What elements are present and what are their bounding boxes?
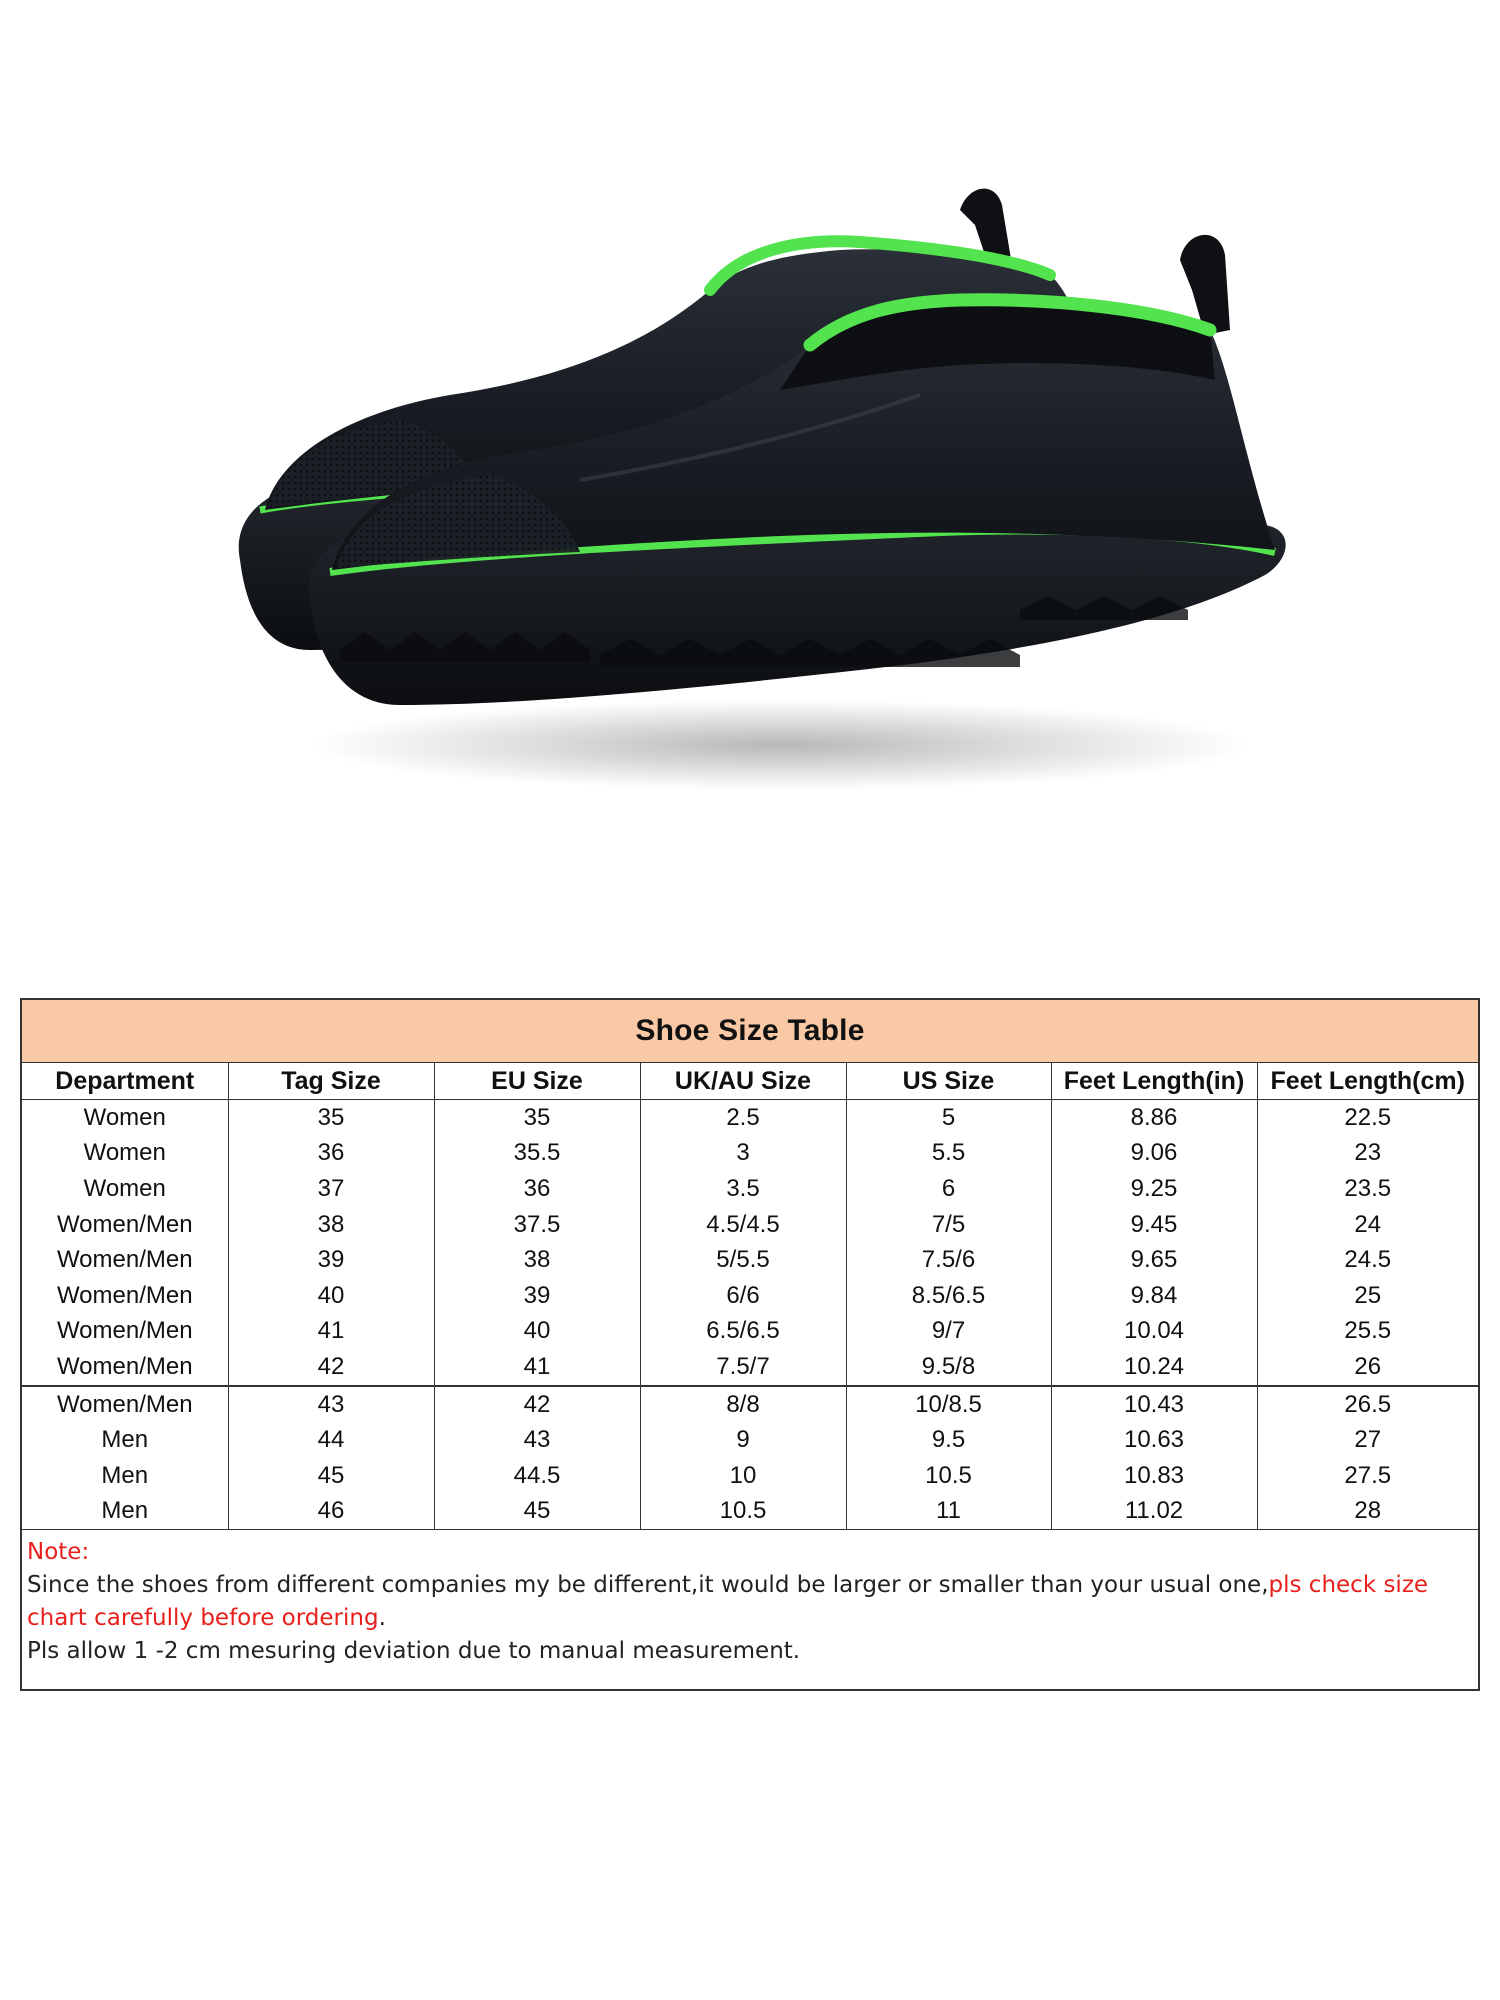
note-line-1	[27, 1569, 1470, 1635]
table-cell: 9.45	[1051, 1207, 1257, 1243]
table-row	[22, 1386, 1478, 1423]
table-cell: 8.86	[1051, 1100, 1257, 1136]
table-cell: 41	[228, 1314, 434, 1350]
table-cell: 9.5/8	[846, 1349, 1051, 1386]
table-cell: 3	[640, 1136, 846, 1172]
note-line-1-text: Since the shoes from different companies my be different,it would be larger or smaller than your usual one,	[27, 1572, 1269, 1599]
table-cell: 10.83	[1051, 1458, 1257, 1494]
table-cell: 26	[1354, 1352, 1382, 1380]
table-cell: 25.5	[1344, 1317, 1392, 1345]
table-cell: 11	[846, 1494, 1051, 1530]
notes-section	[22, 1529, 1478, 1668]
slip-on-rubber-shoes-image	[220, 180, 1300, 800]
table-row	[22, 1278, 1478, 1314]
table-cell: 5	[846, 1100, 1051, 1136]
table-cell: 46	[228, 1494, 434, 1530]
table-cell: 7.5/7	[640, 1349, 846, 1386]
table-cell: 10	[640, 1458, 846, 1494]
table-cell: 38	[434, 1242, 640, 1278]
table-cell: Men	[22, 1494, 228, 1530]
table-cell: Women/Men	[22, 1278, 228, 1314]
table-cell: 7/5	[846, 1207, 1051, 1243]
table-row	[22, 1100, 1478, 1136]
table-cell: Men	[22, 1422, 228, 1458]
table-cell: 10.63	[1051, 1422, 1257, 1458]
table-cell: 45	[228, 1458, 434, 1494]
table-cell: 2.5	[640, 1100, 846, 1136]
table-cell: 25	[1354, 1281, 1382, 1309]
note-line-1-end: .	[378, 1605, 386, 1632]
table-cell: 10/8.5	[846, 1386, 1051, 1423]
table-cell: 9	[640, 1422, 846, 1458]
table-cell: 9.84	[1051, 1278, 1257, 1314]
size-chart-card	[20, 998, 1480, 1691]
column-header: Department	[22, 1063, 228, 1100]
table-cell: 28	[1354, 1497, 1382, 1525]
table-cell: 5/5.5	[640, 1242, 846, 1278]
table-cell: 44.5	[434, 1458, 640, 1494]
table-cell: Women	[22, 1100, 228, 1136]
column-header: Tag Size	[228, 1063, 434, 1100]
table-cell: 8/8	[640, 1386, 846, 1423]
note-line-2: Pls allow 1 -2 cm mesuring deviation due to manual measurement.	[27, 1638, 801, 1665]
table-cell: Women/Men	[22, 1386, 228, 1423]
table-cell: 36	[228, 1136, 434, 1172]
table-cell: 9.5	[846, 1422, 1051, 1458]
table-row	[22, 1314, 1478, 1350]
table-cell: 9/7	[846, 1314, 1051, 1350]
table-row	[22, 1458, 1478, 1494]
note-heading: Note:	[27, 1539, 90, 1566]
size-table-body	[22, 1100, 1478, 1530]
table-row	[22, 1136, 1478, 1172]
table-cell: 26.5	[1257, 1386, 1478, 1423]
table-cell: 24	[1354, 1210, 1382, 1238]
table-cell: 10.5	[640, 1494, 846, 1530]
size-table	[22, 1063, 1478, 1529]
table-cell: 45	[434, 1494, 640, 1530]
table-cell: Women/Men	[22, 1242, 228, 1278]
table-cell: Men	[22, 1458, 228, 1494]
column-header: Feet Length(in)	[1051, 1063, 1257, 1100]
column-header: EU Size	[434, 1063, 640, 1100]
table-cell: 10.04	[1051, 1314, 1257, 1350]
table-cell: 6/6	[640, 1278, 846, 1314]
table-cell: 10.24	[1051, 1349, 1257, 1386]
table-row	[22, 1422, 1478, 1458]
table-cell: 27.5	[1344, 1461, 1392, 1489]
table-cell: 40	[228, 1278, 434, 1314]
column-header: UK/AU Size	[640, 1063, 846, 1100]
table-cell: 9.06	[1051, 1136, 1257, 1172]
table-cell: 41	[434, 1349, 640, 1386]
table-cell: 44	[228, 1422, 434, 1458]
size-table-header-row	[22, 1063, 1478, 1100]
table-row	[22, 1207, 1478, 1243]
table-cell: 39	[434, 1278, 640, 1314]
table-cell: 42	[228, 1349, 434, 1386]
table-cell: Women/Men	[22, 1314, 228, 1350]
table-cell: 35	[434, 1100, 640, 1136]
table-cell: 11.02	[1051, 1494, 1257, 1530]
table-cell: 10.43	[1051, 1386, 1257, 1423]
column-header: Feet Length(cm)	[1257, 1063, 1478, 1100]
table-cell: 6	[846, 1171, 1051, 1207]
table-cell: 35.5	[434, 1136, 640, 1172]
table-cell: Women/Men	[22, 1207, 228, 1243]
size-table-title: Shoe Size Table	[22, 1000, 1478, 1063]
table-cell: 5.5	[846, 1136, 1051, 1172]
table-cell: 23	[1354, 1139, 1382, 1167]
table-cell: 8.5/6.5	[846, 1278, 1051, 1314]
table-cell: 23.5	[1344, 1174, 1392, 1202]
table-cell: 39	[228, 1242, 434, 1278]
table-cell: Women	[22, 1136, 228, 1172]
table-cell: Women	[22, 1171, 228, 1207]
table-cell: 43	[228, 1386, 434, 1423]
table-cell: 9.65	[1051, 1242, 1257, 1278]
table-cell: 10.5	[846, 1458, 1051, 1494]
note-line-1-warning: pls check size chart carefully before ordering	[27, 1572, 1429, 1632]
table-cell: 3.5	[640, 1171, 846, 1207]
table-cell: 4.5/4.5	[640, 1207, 846, 1243]
table-row	[22, 1494, 1478, 1530]
table-cell: 24.5	[1344, 1246, 1392, 1274]
table-cell: 22.5	[1344, 1103, 1392, 1131]
table-cell: 6.5/6.5	[640, 1314, 846, 1350]
table-row	[22, 1349, 1478, 1386]
table-cell: 37	[228, 1171, 434, 1207]
table-cell: 35	[228, 1100, 434, 1136]
table-cell: 42	[434, 1386, 640, 1423]
table-row	[22, 1242, 1478, 1278]
table-cell: Women/Men	[22, 1349, 228, 1386]
table-cell: 43	[434, 1422, 640, 1458]
column-header: US Size	[846, 1063, 1051, 1100]
table-cell: 40	[434, 1314, 640, 1350]
table-cell: 38	[228, 1207, 434, 1243]
table-cell: 36	[434, 1171, 640, 1207]
table-cell: 7.5/6	[846, 1242, 1051, 1278]
table-cell: 27	[1354, 1426, 1382, 1454]
table-row	[22, 1171, 1478, 1207]
table-cell: 37.5	[434, 1207, 640, 1243]
table-cell: 9.25	[1051, 1171, 1257, 1207]
